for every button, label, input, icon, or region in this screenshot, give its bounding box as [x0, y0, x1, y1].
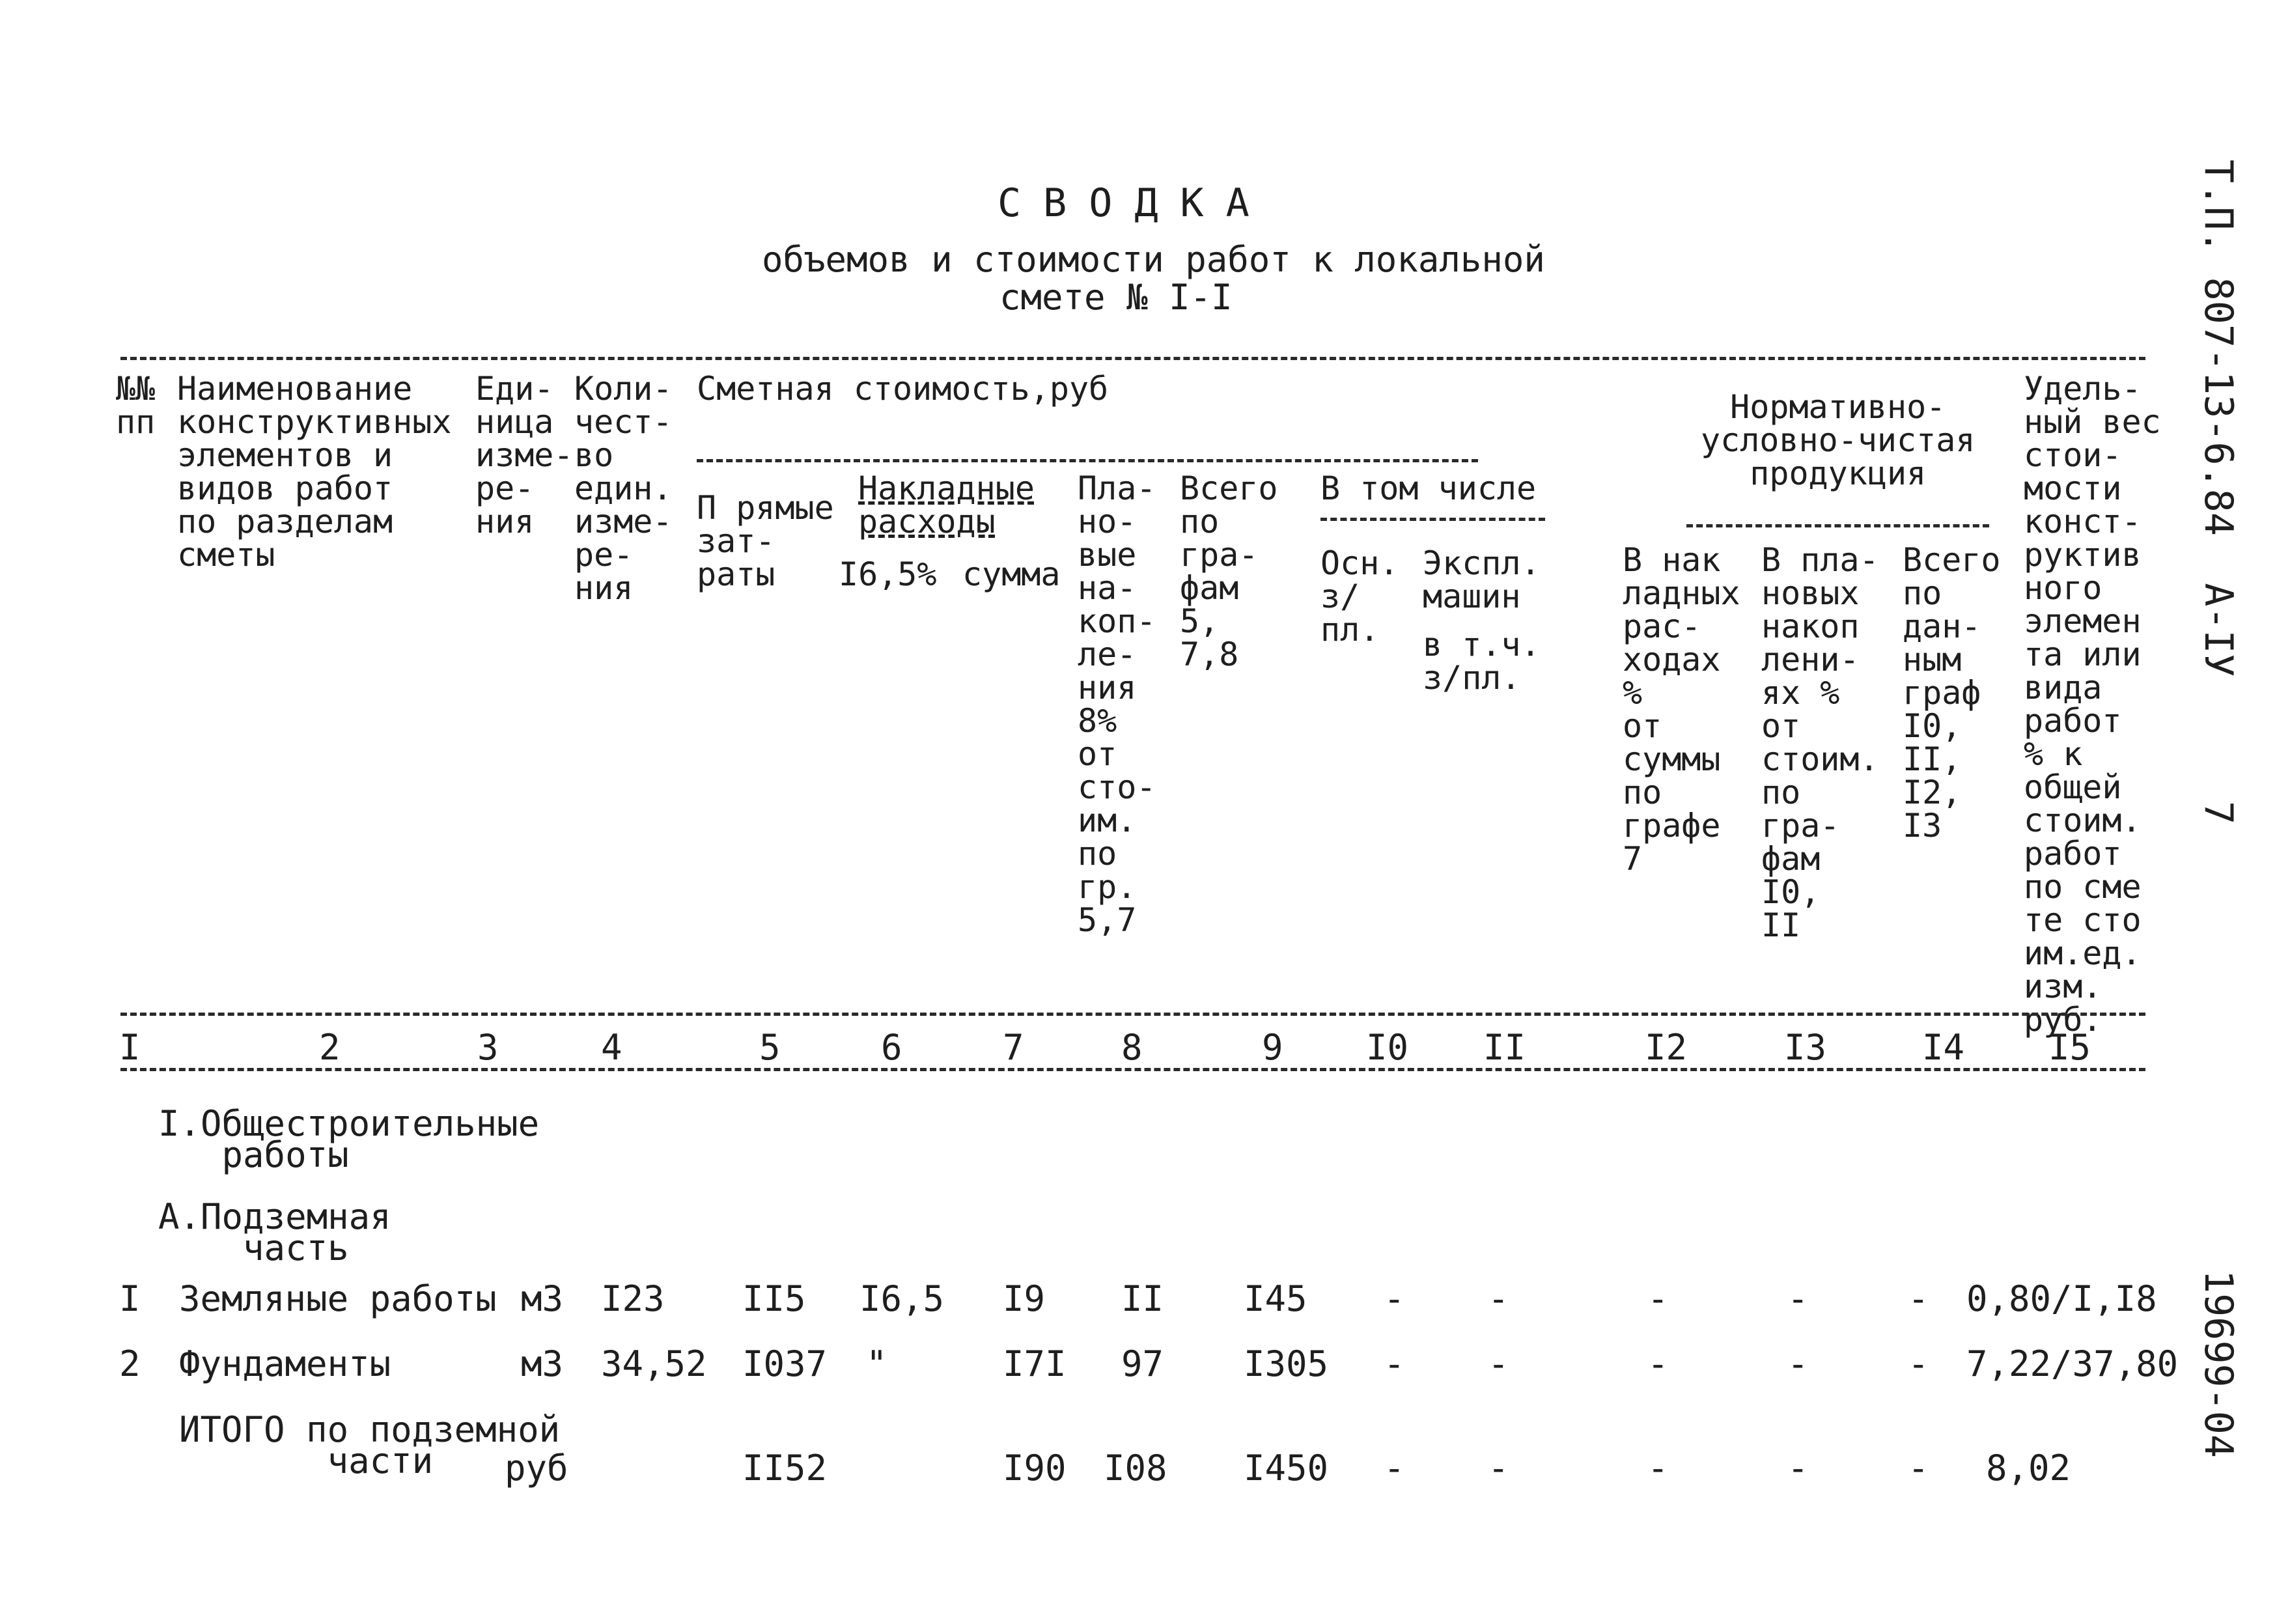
section-heading-general-construction: I.Общестроительные работы — [158, 1103, 540, 1175]
row-number: I — [119, 1278, 141, 1319]
column-numbers-bottom-rule — [120, 1068, 2145, 1071]
column-number-7: 7 — [1003, 1027, 1024, 1068]
subtotal-col14: - — [1908, 1448, 1929, 1489]
header-group-estimated-cost: Сметная стоимость,руб — [697, 370, 1109, 408]
column-number-5: 5 — [759, 1027, 781, 1068]
column-number-4: 4 — [601, 1027, 622, 1068]
row-unit: м3 — [521, 1278, 564, 1319]
header-top-rule — [120, 357, 2145, 360]
row-planned-savings: 97 — [1121, 1343, 1164, 1384]
row-col13: - — [1787, 1278, 1809, 1319]
header-col-direct-costs: П рямые зат- раты — [697, 489, 834, 593]
column-numbers-top-rule — [120, 1013, 2145, 1016]
subtotal-col11: - — [1488, 1448, 1509, 1489]
header-col-number: №№ пп — [116, 370, 156, 441]
header-col-normative-total: Всего по дан- ным граф I0, II, I2, I3 — [1903, 541, 2001, 845]
subtotal-col12: - — [1647, 1448, 1669, 1489]
margin-code: Т.П. 807-13-6.84 А-IУ — [2196, 160, 2241, 677]
row-overhead-percent: " — [866, 1343, 887, 1384]
header-cost-rule — [697, 459, 1478, 462]
row-col14: - — [1908, 1278, 1929, 1319]
header-col-overhead-share: В нак ладных рас- ходах % от суммы по графе 7 — [1623, 541, 1740, 878]
row-total: I305 — [1244, 1343, 1329, 1384]
header-including-rule — [1320, 518, 1545, 521]
column-number-15: I5 — [2048, 1027, 2091, 1068]
header-col-quantity: Коли- чест- во един. изме- ре- ния — [574, 370, 673, 607]
row-col14: - — [1908, 1343, 1929, 1384]
row-total: I45 — [1244, 1278, 1307, 1319]
row-col10: - — [1384, 1343, 1405, 1384]
row-name: Земляные работы — [179, 1278, 497, 1319]
margin-page-number: 7 — [2196, 801, 2241, 825]
row-col13: - — [1787, 1343, 1809, 1384]
row-number: 2 — [119, 1343, 141, 1384]
header-col-machine-salary: в т.ч. з/пл. — [1423, 626, 1541, 697]
subtotal-name: ИТОГО по подземной части — [179, 1409, 561, 1481]
row-overhead-percent: I6,5 — [859, 1278, 945, 1319]
header-normative-rule — [1686, 524, 1989, 527]
column-number-13: I3 — [1784, 1027, 1827, 1068]
row-col11: - — [1488, 1343, 1509, 1384]
subtotal-unit: руб — [505, 1448, 568, 1489]
row-col12: - — [1647, 1278, 1669, 1319]
section-heading-underground: А.Подземная часть — [158, 1196, 391, 1268]
column-number-12: I2 — [1645, 1027, 1688, 1068]
header-col-specific-weight: Удель- ный вес стои- мости конст- руктив ного элемен та или вида работ % к общей стоим. работ по сме те сто им.ед. изм. руб. — [2024, 370, 2161, 1039]
row-quantity: 34,52 — [601, 1343, 707, 1384]
document-subtitle-line2: смете № I-I — [999, 277, 1233, 318]
column-number-8: 8 — [1121, 1027, 1143, 1068]
row-overhead-sum: I9 — [1003, 1278, 1046, 1319]
row-name: Фундаменты — [179, 1343, 391, 1384]
header-col-overhead-sum: сумма — [962, 555, 1061, 593]
column-number-11: II — [1483, 1027, 1526, 1068]
column-number-3: 3 — [477, 1027, 499, 1068]
column-number-14: I4 — [1922, 1027, 1965, 1068]
header-col-unit: Еди- ница изме- ре- ния — [475, 370, 574, 540]
header-group-overhead: Накладные расходы — [858, 469, 1035, 540]
row-col10: - — [1384, 1278, 1405, 1319]
row-direct-costs: II5 — [742, 1278, 806, 1319]
header-col-name: Наименование конструктивных элементов и видов работ по разделам сметы — [177, 370, 452, 574]
subtotal-planned-savings: I08 — [1104, 1448, 1167, 1489]
row-col12: - — [1647, 1343, 1669, 1384]
subtotal-direct-costs: II52 — [742, 1448, 828, 1489]
header-col-base-salary: Осн. з/ пл. — [1320, 544, 1399, 649]
header-col-planned-savings: Пла- но- вые на- коп- ле- ния 8% от сто- им. по гр. 5,7 — [1078, 469, 1156, 939]
row-unit: м3 — [521, 1343, 564, 1384]
row-quantity: I23 — [601, 1278, 665, 1319]
row-overhead-sum: I7I — [1003, 1343, 1067, 1384]
subtotal-specific-weight: 8,02 — [1986, 1448, 2071, 1489]
row-planned-savings: II — [1121, 1278, 1164, 1319]
subtotal-overhead-sum: I90 — [1003, 1448, 1067, 1489]
subtotal-total: I450 — [1244, 1448, 1329, 1489]
column-number-2: 2 — [319, 1027, 341, 1068]
row-col11: - — [1488, 1278, 1509, 1319]
row-specific-weight: 7,22/37,80 — [1966, 1343, 2179, 1384]
header-col-machine-operation: Экспл. машин — [1423, 544, 1541, 615]
row-direct-costs: I037 — [742, 1343, 828, 1384]
column-number-6: 6 — [881, 1027, 902, 1068]
header-col-total-5-7-8: Всего по гра- фам 5, 7,8 — [1180, 469, 1278, 673]
header-group-including: В том числе — [1320, 469, 1537, 507]
row-specific-weight: 0,80/I,I8 — [1966, 1278, 2157, 1319]
margin-registration-number: 19699-04 — [2196, 1270, 2241, 1458]
header-col-overhead-percent: I6,5% — [839, 555, 937, 593]
column-number-1: I — [119, 1027, 141, 1068]
subtotal-col13: - — [1787, 1448, 1809, 1489]
column-number-9: 9 — [1262, 1027, 1283, 1068]
document-subtitle-line1: объемов и стоимости работ к локальной — [762, 239, 1545, 280]
header-group-normative-product: Нормативно- условно-чистая продукция — [1701, 388, 1976, 492]
column-number-10: I0 — [1366, 1027, 1409, 1068]
subtotal-col10: - — [1384, 1448, 1405, 1489]
document-title: СВОДКА — [998, 180, 1272, 226]
header-col-savings-share: В пла- новых накоп лени- ях % от стоим. по гра- фам I0, II — [1761, 541, 1879, 944]
